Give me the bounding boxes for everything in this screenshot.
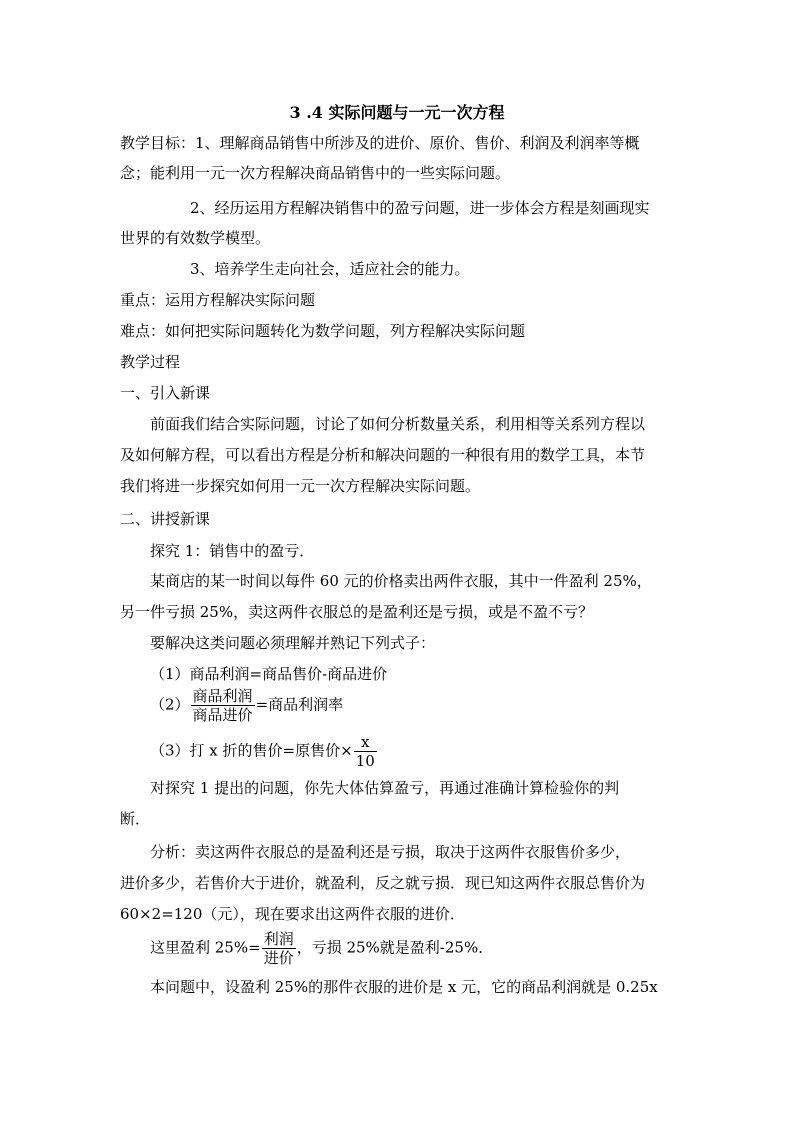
estimate-line-2: 断． <box>120 810 151 828</box>
section-1-heading: 一、引入新课 <box>120 384 211 402</box>
section-1-paragraph-line-1: 前面我们结合实际问题，讨论了如何分析数量关系，利用相等关系列方程以 <box>150 415 646 433</box>
section-2-heading: 二、讲授新课 <box>120 510 211 528</box>
question-line-1: 某商店的某一时间以每件 60 元的价格卖出两件衣服，其中一件盈利 25%， <box>150 572 652 590</box>
formula-2-numerator: 商品利润 <box>192 687 253 705</box>
profit-denominator: 进价 <box>263 949 294 967</box>
formula-2-fraction <box>191 687 255 724</box>
objectives-line-1: 教学目标：1、理解商品销售中所涉及的进价、原价、售价、利润及利润率等概 <box>120 134 640 152</box>
estimate-line-1: 对探究 1 提出的问题，你先大体估算盈亏，再通过准确计算检验你的判 <box>150 779 620 797</box>
section-1-paragraph-line-2: 及如何解方程，可以看出方程是分析和解决问题的一种很有用的数学工具，本节 <box>120 446 646 464</box>
problem-setup-line: 本问题中，设盈利 25%的那件衣服的进价是 x 元，它的商品利润就是 0.25x <box>150 978 658 996</box>
formula-3 <box>150 733 378 770</box>
formula-3-numerator: x <box>354 733 377 752</box>
process-heading: 教学过程 <box>120 353 181 371</box>
formula-2-prefix: （2） <box>150 695 190 714</box>
analysis-line-1: 分析：卖这两件衣服总的是盈利还是亏损，取决于这两件衣服售价多少， <box>150 843 631 861</box>
formula-2 <box>150 687 343 724</box>
analysis-line-3: 60×2=120（元），现在要求出这两件衣服的进价． <box>120 905 465 923</box>
formula-2-denominator: 商品进价 <box>192 706 253 724</box>
formula-3-denominator: 10 <box>355 752 375 770</box>
explore-heading: 探究 1：销售中的盈亏． <box>150 542 315 560</box>
analysis-line-2: 进价多少，若售价大于进价，就盈利，反之就亏损．现已知这两件衣服总售价为 <box>120 874 646 892</box>
profit-definition-prefix: 这里盈利 25%= <box>150 938 261 957</box>
page-title: 3 .4 实际问题与一元一次方程 <box>289 103 505 122</box>
formula-3-prefix: （3）打 x 折的售价=原售价× <box>150 741 353 760</box>
section-1-paragraph-line-3: 我们将进一步探究如何用一元一次方程解决实际问题。 <box>120 477 481 495</box>
profit-numerator: 利润 <box>263 930 294 948</box>
profit-definition <box>150 930 493 967</box>
key-point: 重点：运用方程解决实际问题 <box>120 291 316 309</box>
objectives-line-2: 念；能利用一元一次方程解决商品销售中的一些实际问题。 <box>120 164 511 182</box>
profit-definition-suffix: ，亏损 25%就是盈利-25%． <box>296 938 494 957</box>
question-line-2: 另一件亏损 25%，卖这两件衣服总的是盈利还是亏损，或是不盈不亏？ <box>120 603 594 621</box>
profit-fraction <box>262 930 296 967</box>
formula-1: （1）商品利润=商品售价-商品进价 <box>150 665 388 683</box>
formula-3-fraction <box>354 733 377 770</box>
objectives-line-3: 2、经历运用方程解决销售中的盈亏问题，进一步体会方程是刻画现实 <box>190 199 650 217</box>
difficulty: 难点：如何把实际问题转化为数学问题，列方程解决实际问题 <box>120 322 526 340</box>
formulas-intro: 要解决这类问题必须理解并熟记下列式子： <box>150 634 436 652</box>
formula-2-suffix: =商品利润率 <box>255 695 344 714</box>
objectives-line-5: 3、培养学生走向社会，适应社会的能力。 <box>190 260 470 278</box>
objectives-line-4: 世界的有效数学模型。 <box>120 229 271 247</box>
